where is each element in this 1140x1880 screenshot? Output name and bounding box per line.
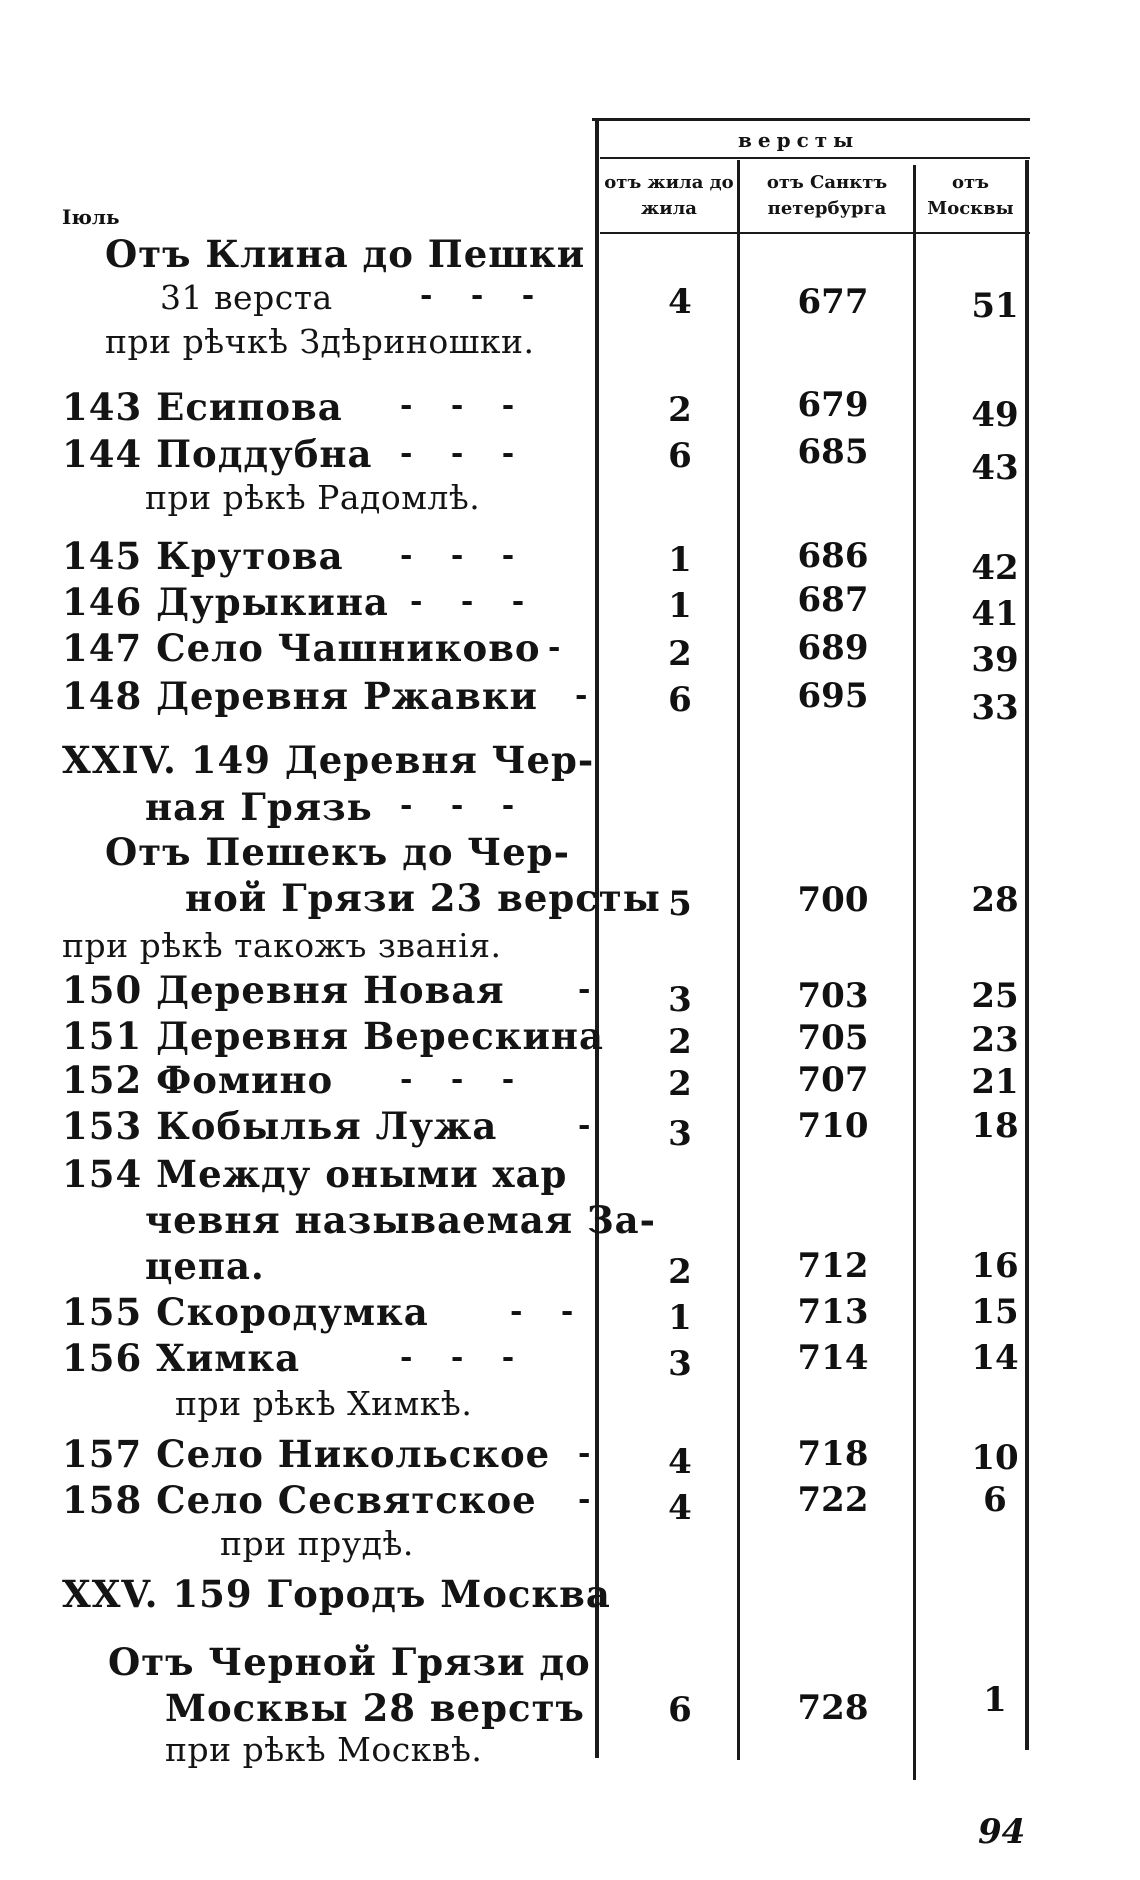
cell-station: 4: [668, 1488, 692, 1528]
cell-from-spb: 677: [797, 282, 869, 322]
cell-from-moscow: 39: [971, 640, 1019, 680]
cell-station: 3: [668, 980, 692, 1020]
cell-from-moscow: 15: [971, 1292, 1019, 1332]
cell-from-moscow: 23: [971, 1020, 1019, 1060]
cell-from-moscow: 43: [971, 448, 1019, 488]
station-157: 157 Село Никольское: [62, 1432, 551, 1476]
col-divider-1: [737, 160, 740, 1760]
entry-chernaya-moskva: Отъ Черной Грязи до: [108, 1640, 591, 1684]
header-bottom-rule: [600, 232, 1030, 234]
margin-mark: Іюль: [62, 205, 120, 229]
col-divider-2: [913, 165, 916, 1780]
cell-from-moscow: 49: [971, 395, 1019, 435]
station-155: 155 Скородумка: [62, 1290, 429, 1334]
cell-from-spb: 722: [797, 1480, 869, 1520]
station-154: 154 Между оными хар: [62, 1152, 568, 1196]
cell-station: 2: [668, 634, 692, 674]
leader-dots: - - -: [400, 538, 529, 573]
header-col2: [742, 170, 912, 222]
leader-dots: -: [578, 1482, 605, 1517]
cell-from-moscow: 1: [983, 1680, 1007, 1720]
station-152: 152 Фомино: [62, 1058, 334, 1102]
station-149: XXIV. 149 Деревня Чер-: [62, 738, 595, 782]
cell-station: 1: [668, 540, 692, 580]
page-number: 94: [978, 1812, 1026, 1852]
leader-dots: - - -: [410, 584, 539, 619]
cell-from-spb: 685: [797, 432, 869, 472]
station-147: 147 Село Чашниково: [62, 626, 541, 670]
entry-klin-peshki: Отъ Клина до Пешки: [105, 232, 586, 276]
entry-chernaya-moskva-cont: Москвы 28 верстъ: [165, 1686, 585, 1730]
cell-from-spb: 687: [797, 580, 869, 620]
cell-from-spb: 718: [797, 1434, 869, 1474]
cell-from-spb: 714: [797, 1338, 869, 1378]
cell-from-spb: 703: [797, 976, 869, 1016]
station-158: 158 Село Сесвятское: [62, 1478, 537, 1522]
leader-dots: - - -: [400, 788, 529, 823]
cell-station: 2: [668, 1252, 692, 1292]
header-col1-label: отъ жила до жила: [604, 172, 734, 219]
cell-station: 4: [668, 282, 692, 322]
cell-station: 3: [668, 1114, 692, 1154]
leader-dots: - - -: [400, 436, 529, 471]
cell-station: 3: [668, 1344, 692, 1384]
cell-from-moscow: 41: [971, 594, 1019, 634]
river-note: при рѣкѣ Москвѣ.: [165, 1730, 483, 1769]
station-159: XXV. 159 Городъ Москва: [62, 1572, 611, 1616]
cell-station: 2: [668, 1064, 692, 1104]
cell-station: 6: [668, 1690, 692, 1730]
cell-station: 6: [668, 680, 692, 720]
pond-note: при прудѣ.: [220, 1524, 414, 1563]
cell-from-moscow: 18: [971, 1106, 1019, 1146]
header-col3: [918, 170, 1023, 222]
cell-station: 5: [668, 884, 692, 924]
leader-dots: - - -: [400, 388, 529, 423]
cell-from-spb: 695: [797, 676, 869, 716]
cell-from-moscow: 14: [971, 1338, 1019, 1378]
distance-note: 31 верста: [160, 278, 333, 317]
river-note: при рѣкѣ такожъ званія.: [62, 926, 502, 965]
station-145: 145 Крутова: [62, 534, 344, 578]
leader-dots: - -: [510, 1294, 588, 1329]
cell-from-spb: 705: [797, 1018, 869, 1058]
leader-dots: -: [548, 630, 575, 665]
entry-peshki-chernaya: Отъ Пешекъ до Чер-: [105, 830, 570, 874]
cell-station: 2: [668, 390, 692, 430]
header-mid-rule: [600, 157, 1030, 159]
cell-from-moscow: 10: [971, 1438, 1019, 1478]
header-col1: [602, 170, 736, 222]
station-153: 153 Кобылья Лужа: [62, 1104, 498, 1148]
river-note: при рѣкѣ Химкѣ.: [175, 1384, 473, 1423]
leader-dots: -: [578, 972, 605, 1007]
header-col3-label: отъ Москвы: [927, 172, 1014, 219]
header-group-label: версты: [738, 128, 860, 152]
station-143: 143 Есипова: [62, 385, 343, 429]
cell-station: 1: [668, 586, 692, 626]
cell-from-spb: 707: [797, 1060, 869, 1100]
cell-from-spb: 686: [797, 536, 869, 576]
station-150: 150 Деревня Новая: [62, 968, 505, 1012]
header-top-rule: [592, 118, 1030, 121]
cell-from-moscow: 33: [971, 688, 1019, 728]
cell-from-moscow: 42: [971, 548, 1019, 588]
leader-dots: -: [578, 1108, 605, 1143]
leader-dots: -: [578, 1436, 605, 1471]
header-col2-label: отъ Санктъ петербурга: [766, 172, 888, 219]
station-146: 146 Дурыкина: [62, 580, 389, 624]
cell-from-spb: 728: [797, 1688, 869, 1728]
river-note: при рѣчкѣ Здѣриношки.: [105, 322, 535, 361]
cell-from-moscow: 51: [971, 286, 1019, 326]
cell-from-moscow: 21: [971, 1062, 1019, 1102]
cell-from-moscow: 6: [983, 1480, 1007, 1520]
cell-station: 4: [668, 1442, 692, 1482]
river-note: при рѣкѣ Радомлѣ.: [145, 478, 481, 517]
station-151: 151 Деревня Верескина: [62, 1014, 604, 1058]
cell-from-moscow: 28: [971, 880, 1019, 920]
station-149-cont: ная Грязь: [145, 785, 373, 829]
leader-dots: -: [575, 678, 602, 713]
cell-from-moscow: 16: [971, 1246, 1019, 1286]
entry-peshki-chernaya-cont: ной Грязи 23 версты: [185, 876, 661, 920]
cell-station: 1: [668, 1298, 692, 1338]
cell-from-spb: 679: [797, 385, 869, 425]
cell-from-spb: 700: [797, 880, 869, 920]
cell-from-spb: 689: [797, 628, 869, 668]
station-156: 156 Химка: [62, 1336, 301, 1380]
station-154-end: цепа.: [145, 1244, 265, 1288]
cell-from-moscow: 25: [971, 976, 1019, 1016]
cell-from-spb: 710: [797, 1106, 869, 1146]
leader-dots: - - -: [400, 1062, 529, 1097]
station-144: 144 Поддубна: [62, 432, 373, 476]
cell-from-spb: 713: [797, 1292, 869, 1332]
station-154-cont: чевня называемая За-: [145, 1198, 656, 1242]
cell-station: 6: [668, 436, 692, 476]
cell-from-spb: 712: [797, 1246, 869, 1286]
leader-dots: - - -: [400, 1340, 529, 1375]
leader-dots: - - -: [420, 278, 549, 313]
station-148: 148 Деревня Ржавки: [62, 674, 539, 718]
cell-station: 2: [668, 1022, 692, 1062]
